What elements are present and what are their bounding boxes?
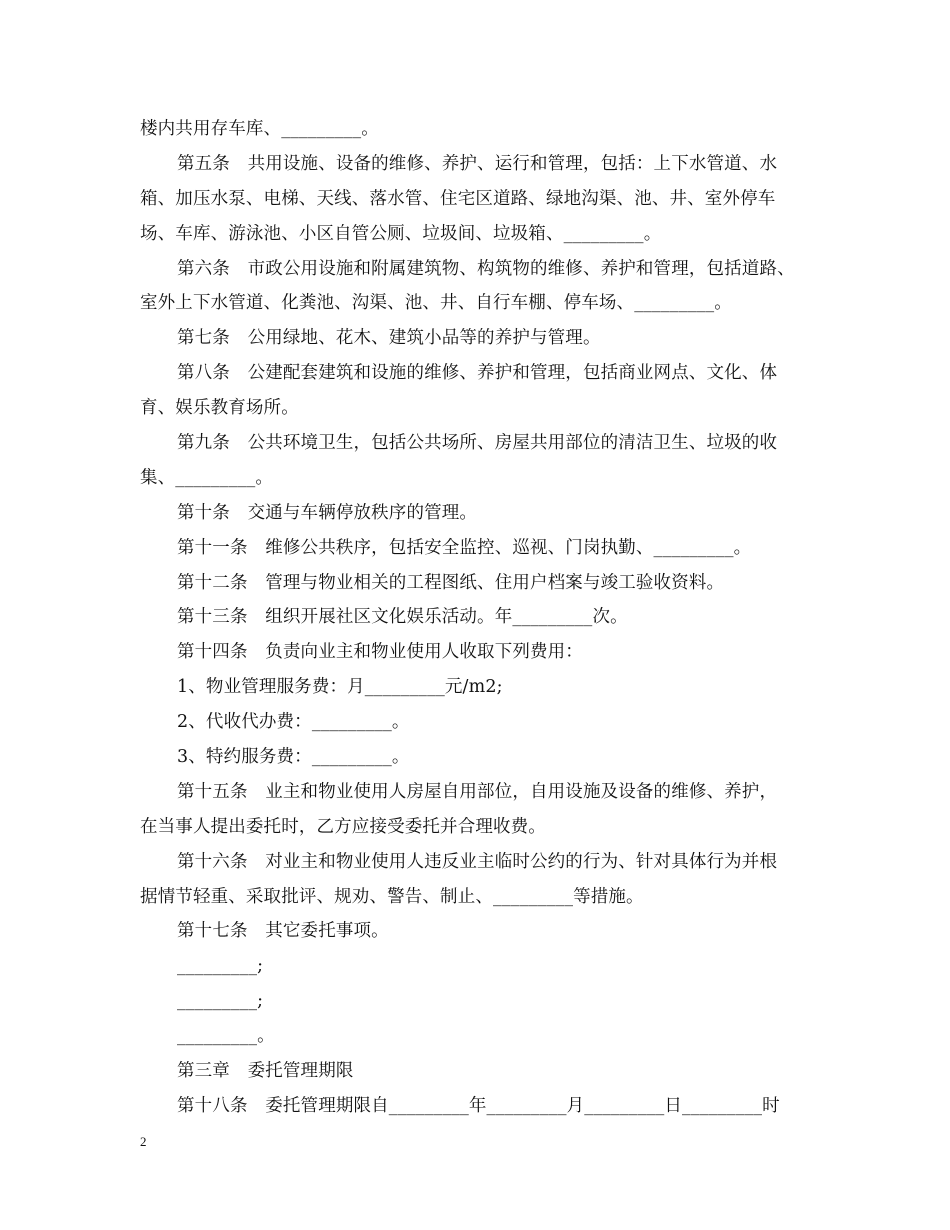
fee-item-2: 2、代收代办费：_________。 (177, 712, 410, 733)
article-9-line-1: 第九条 公共环境卫生，包括公共场所、房屋共用部位的清洁卫生、垃圾的收 (177, 433, 778, 454)
article-17: 第十七条 其它委托事项。 (177, 921, 389, 942)
article-16-line-2: 据情节轻重、采取批评、规劝、警告、制止、_________等措施。 (140, 886, 644, 907)
article-14: 第十四条 负责向业主和物业使用人收取下列费用： (177, 642, 583, 663)
chapter-3-heading: 第三章 委托管理期限 (177, 1061, 354, 1082)
article-11: 第十一条 维修公共秩序，包括安全监控、巡视、门岗执勤、_________。 (177, 537, 752, 558)
article-9-line-2: 集、_________。 (140, 467, 274, 488)
article-5-line-1: 第五条 共用设施、设备的维修、养护、运行和管理，包括：上下水管道、水 (177, 153, 778, 174)
fee-item-3: 3、特约服务费：_________。 (177, 747, 410, 768)
article-8-line-1: 第八条 公建配套建筑和设施的维修、养护和管理，包括商业网点、文化、体 (177, 363, 778, 384)
article-16-line-1: 第十六条 对业主和物业使用人违反业主临时公约的行为、针对具体行为并根 (177, 851, 778, 872)
blank-item-2: _________; (177, 991, 264, 1012)
article-8-line-2: 育、娱乐教育场所。 (140, 398, 299, 419)
article-12: 第十二条 管理与物业相关的工程图纸、住用户档案与竣工验收资料。 (177, 572, 725, 593)
page-number: 2 (140, 1134, 147, 1149)
article-15-line-1: 第十五条 业主和物业使用人房屋自用部位，自用设施及设备的维修、养护， (177, 781, 778, 802)
blank-item-3: _________。 (177, 1026, 275, 1047)
document-page (140, 112, 830, 1124)
article-18: 第十八条 委托管理期限自_________年_________月_________日_________时 (177, 1095, 780, 1116)
article-15-line-2: 在当事人提出委托时，乙方应接受委托并合理收费。 (140, 816, 546, 837)
article-10: 第十条 交通与车辆停放秩序的管理。 (177, 502, 478, 523)
article-6-line-1: 第六条 市政公用设施和附属建筑物、构筑物的维修、养护和管理，包括道路、 (177, 258, 795, 279)
article-5-line-2: 箱、加压水泵、电梯、天线、落水管、住宅区道路、绿地沟渠、池、井、室外停车 (140, 188, 776, 209)
article-6-line-2: 室外上下水管道、化粪池、沟渠、池、井、自行车棚、停车场、_________。 (140, 293, 732, 314)
fee-item-1: 1、物业管理服务费：月_________元/m2; (177, 677, 503, 698)
text-line: 楼内共用存车库、_________。 (140, 119, 379, 139)
article-13: 第十三条 组织开展社区文化娱乐活动。年_________次。 (177, 607, 628, 628)
blank-item-1: _________; (177, 956, 264, 977)
article-5-line-3: 场、车库、游泳池、小区自管公厕、垃圾间、垃圾箱、_________。 (140, 223, 662, 244)
article-7: 第七条 公用绿地、花木、建筑小品等的养护与管理。 (177, 328, 601, 349)
